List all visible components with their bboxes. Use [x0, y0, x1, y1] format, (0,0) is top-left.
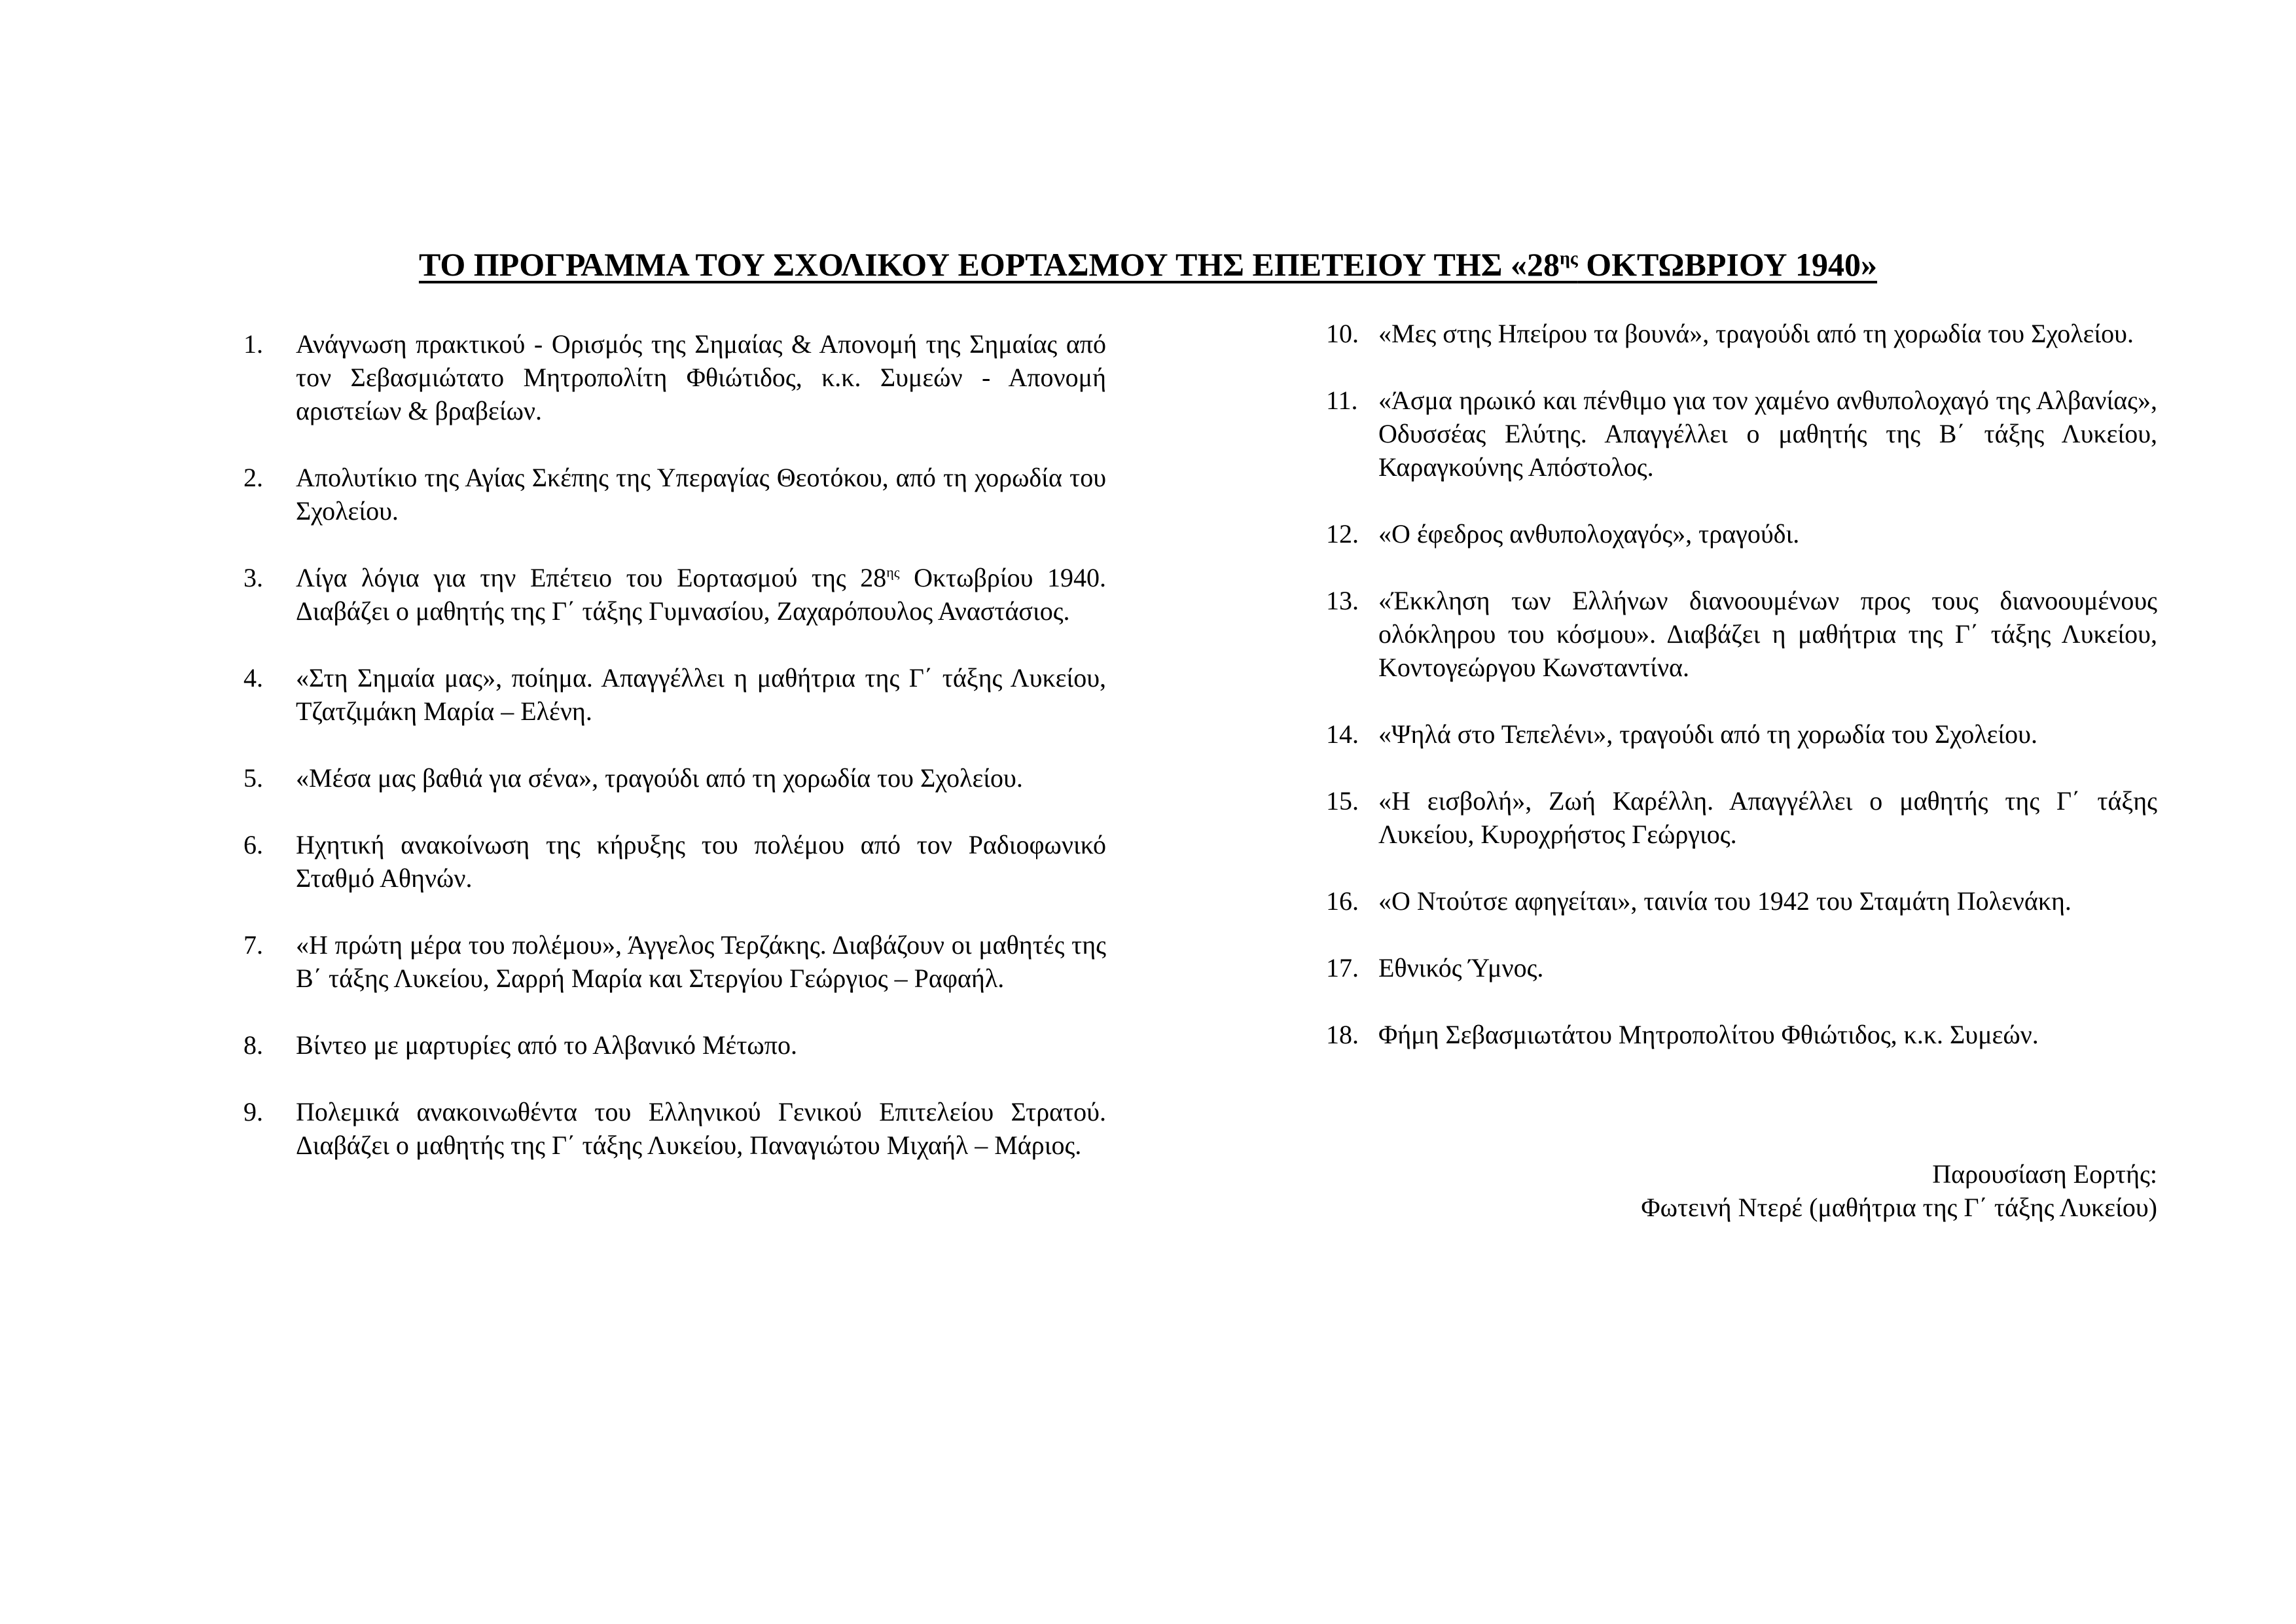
program-item-18: [1326, 1018, 2157, 1051]
title-text-before: ΤΟ ΠΡΟΓΡΑΜΜΑ ΤΟΥ ΣΧΟΛΙΚΟΥ ΕΟΡΤΑΣΜΟΥ ΤΗΣ ΕΠΕΤΕΙΟΥ ΤΗΣ «28: [418, 246, 1560, 283]
program-item-7: [243, 928, 1106, 995]
item-number: 3.: [243, 563, 263, 592]
item-number: 2.: [243, 463, 263, 492]
item-text: «Η πρώτη μέρα του πολέμου», Άγγελος Τερζάκης. Διαβάζουν οι μαθητές της Β΄ τάξης Λυκείου, Σαρρή Μαρία και Στεργίου Γεώργιος – Ραφαήλ.: [296, 930, 1106, 993]
program-item-5: [243, 761, 1106, 795]
item-text: «Ψηλά στο Τεπελένι», τραγούδι από τη χορωδία του Σχολείου.: [1378, 719, 2037, 749]
item-text: «Η εισβολή», Ζωή Καρέλλη. Απαγγέλλει ο μαθητής της Γ΄ τάξης Λυκείου, Κυροχρήστος Γεώργιος.: [1378, 786, 2157, 849]
item-text: «Έκκληση των Ελλήνων διανοουμένων προς τους διανοουμένους ολόκληρου του κόσμου». Διαβάζει η μαθήτρια της Γ΄ τάξης Λυκείου, Κοντογεώργου Κωνσταντίνα.: [1378, 586, 2157, 682]
item-number: 15.: [1326, 786, 1359, 816]
item-text-after: Οκτωβρίου 1940. Διαβάζει ο μαθητής της Γ΄ τάξης Γυμνασίου, Ζαχαρόπουλος Αναστάσιος.: [296, 563, 1106, 626]
program-item-8: [243, 1028, 1106, 1062]
item-number: 12.: [1326, 519, 1359, 549]
item-text: Απολυτίκιο της Αγίας Σκέπης της Υπεραγίας Θεοτόκου, από τη χορωδία του Σχολείου.: [296, 463, 1106, 526]
item-text: Εθνικός Ύμνος.: [1378, 953, 1544, 983]
item-number: 5.: [243, 763, 263, 793]
item-number: 9.: [243, 1097, 263, 1127]
program-item-2: [243, 461, 1106, 528]
program-item-6: [243, 828, 1106, 895]
item-text: Πολεμικά ανακοινωθέντα του Ελληνικού Γενικού Επιτελείου Στρατού. Διαβάζει ο μαθητής της Γ΄ τάξης Λυκείου, Παναγιώτου Μιχαήλ – Μάριος.: [296, 1097, 1106, 1160]
item-superscript: ης: [886, 564, 900, 581]
program-item-12: [1326, 517, 2157, 550]
item-text: «Ο Ντούτσε αφηγείται», ταινία του 1942 του Σταμάτη Πολενάκη.: [1378, 886, 2072, 916]
program-item-15: [1326, 784, 2157, 851]
item-text: Βίντεο με μαρτυρίες από το Αλβανικό Μέτωπο.: [296, 1030, 797, 1060]
program-item-11: [1326, 384, 2157, 484]
item-text: Φήμη Σεβασμιωτάτου Μητροπολίτου Φθιώτιδος, κ.κ. Συμεών.: [1378, 1020, 2039, 1049]
presentation-block: [1326, 1157, 2157, 1224]
program-item-13: [1326, 584, 2157, 684]
item-number: 14.: [1326, 719, 1359, 749]
program-list-right: [1326, 317, 2157, 1085]
page-title-text: [419, 246, 1877, 283]
title-superscript: ης: [1559, 248, 1578, 269]
program-item-10: [1326, 317, 2157, 350]
item-number: 1.: [243, 329, 263, 359]
item-number: 16.: [1326, 886, 1359, 916]
item-text: «Στη Σημαία μας», ποίημα. Απαγγέλλει η μαθήτρια της Γ΄ τάξης Λυκείου, Τζατζιμάκη Μαρία – Ελένη.: [296, 663, 1106, 726]
item-text: «Άσμα ηρωικό και πένθιμο για τον χαμένο ανθυπολοχαγό της Αλβανίας», Οδυσσέας Ελύτης. Απαγγέλλει ο μαθητής της Β΄ τάξης Λυκείου, Καραγκούνης Απόστολος.: [1378, 386, 2157, 482]
program-item-16: [1326, 884, 2157, 918]
item-text: [296, 563, 1106, 626]
program-item-1: [243, 327, 1106, 427]
item-text: «Ο έφεδρος ανθυπολοχαγός», τραγούδι.: [1378, 519, 1800, 549]
program-item-4: [243, 661, 1106, 728]
item-number: 10.: [1326, 319, 1359, 348]
item-text: «Μέσα μας βαθιά για σένα», τραγούδι από τη χορωδία του Σχολείου.: [296, 763, 1023, 793]
program-list-left: [243, 327, 1106, 1195]
item-number: 17.: [1326, 953, 1359, 983]
item-text: «Μες στης Ηπείρου τα βουνά», τραγούδι από τη χορωδία του Σχολείου.: [1378, 319, 2134, 348]
program-item-3: [243, 561, 1106, 628]
program-item-17: [1326, 951, 2157, 984]
item-number: 13.: [1326, 586, 1359, 615]
item-text-before: Λίγα λόγια για την Επέτειο του Εορτασμού της 28: [296, 563, 887, 592]
item-text: Ανάγνωση πρακτικού - Ορισμός της Σημαίας & Απονομή της Σημαίας από τον Σεβασμιώτατο Μητροπολίτη Φθιώτιδος, κ.κ. Συμεών - Απονομή αριστείων & βραβείων.: [296, 329, 1106, 425]
item-text: Ηχητική ανακοίνωση της κήρυξης του πολέμου από τον Ραδιοφωνικό Σταθμό Αθηνών.: [296, 830, 1106, 893]
presenter-name: Φωτεινή Ντερέ (μαθήτρια της Γ΄ τάξης Λυκείου): [1641, 1193, 2157, 1222]
item-number: 18.: [1326, 1020, 1359, 1049]
presentation-label: Παρουσίαση Εορτής:: [1932, 1159, 2157, 1189]
item-number: 8.: [243, 1030, 263, 1060]
item-number: 4.: [243, 663, 263, 693]
program-item-14: [1326, 717, 2157, 751]
item-number: 11.: [1326, 386, 1358, 415]
page-title: [0, 244, 2296, 285]
item-number: 7.: [243, 930, 263, 960]
item-number: 6.: [243, 830, 263, 859]
program-item-9: [243, 1095, 1106, 1162]
title-text-after: ΟΚΤΩΒΡΙΟΥ 1940»: [1577, 246, 1878, 283]
